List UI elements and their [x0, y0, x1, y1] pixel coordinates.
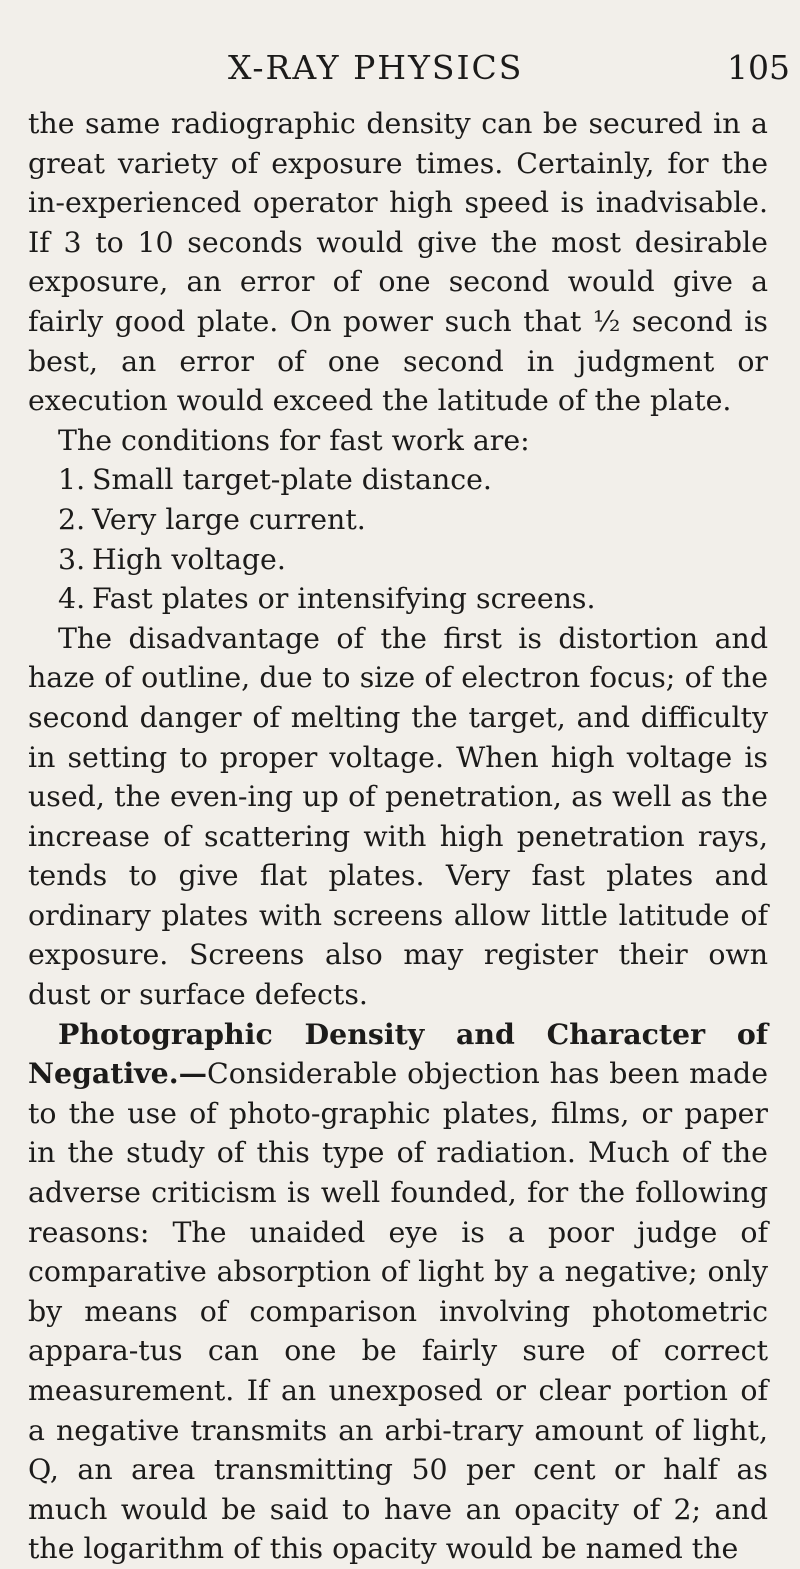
paragraph-photographic-density: [28, 1015, 768, 1569]
list-item: [28, 500, 768, 540]
list-item: [28, 460, 768, 500]
list-item-number: 4.: [58, 582, 86, 616]
list-item-number: 2.: [58, 502, 86, 536]
paragraph-exposure-latitude: the same radiographic density can be secured in a great variety of exposure times. Certainly, for the in-experienced operator high speed is inadvisable. If 3 to 10 seconds would give the most desirable exposure, an error of one second would give a fairly good plate. On power such that ½ second is best, an error of one second in judgment or execution would exceed the latitude of the plate.: [28, 107, 768, 418]
list-item: [28, 540, 768, 580]
conditions-intro: The conditions for fast work are:: [58, 423, 530, 457]
running-title: X-RAY PHYSICS: [228, 48, 524, 87]
list-item-text: Small target-plate distance.: [92, 463, 492, 497]
paragraph-disadvantages: The disadvantage of the first is distortion and haze of outline, due to size of electron focus; of the second danger of melting the target, and difficulty in setting to proper voltage. When high voltage is used, the even-ing up of penetration, as well as the increase of scattering with high penetration rays, tends to give flat plates. Very fast plates and ordinary plates with screens allow little latitude of exposure. Screens also may register their own dust or surface defects.: [28, 621, 768, 1012]
list-item: [28, 579, 768, 619]
body-text: [28, 104, 768, 1569]
page-number: 105: [727, 48, 790, 87]
conditions-list: [28, 460, 768, 618]
paragraph-photographic-density-text: Considerable objection has been made to the use of photo-graphic plates, films, or paper in the study of this type of radiation. Much of the adverse criticism is well founded, for the following reasons: The unaided eye is a poor judge of comparative absorption of light by a negative; only by means of comparison involving photometric appara-tus can one be fairly sure of correct measurement. If an unexposed or clear portion of a negative transmits an arbi-trary amount of light, Q, an area transmitting 50 per cent or half as much would be said to have an opacity of 2; and the logarithm of this opacity would be named the: [28, 1057, 768, 1566]
section-heading: Photographic Density and Character of Negative.—: [28, 1016, 768, 1091]
list-item-text: High voltage.: [92, 542, 286, 576]
list-item-number: 1.: [58, 463, 86, 497]
list-item-text: Very large current.: [92, 502, 366, 536]
list-item-text: Fast plates or intensifying screens.: [92, 582, 596, 616]
list-item-number: 3.: [58, 542, 86, 576]
running-head: [0, 48, 800, 88]
